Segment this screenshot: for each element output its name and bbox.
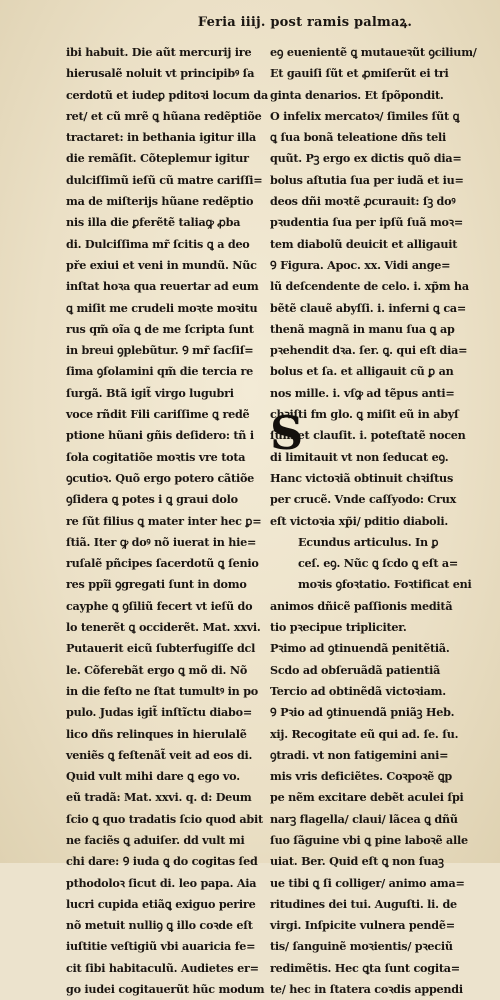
text-line: tem diabolũ deuicit et alligauit [270, 236, 458, 251]
text-line: ſima ꝯſolamini qm̃ die tercia re [66, 364, 254, 379]
text-line: re ſũt filius ꝗ mater inter hec ꝑ= [66, 513, 262, 528]
text-line: lo tenerẽt ꝗ occiderẽt. Mat. xxvi. [66, 620, 261, 635]
text-line: ritudines dei tui. Auguſti. li. de [270, 896, 457, 911]
text-line: quũt. Pꝫ ergo ex dictis quõ dia= [270, 151, 462, 166]
text-line: Ꝯ Figura. Apoc. xx. Vidi ange= [270, 257, 451, 272]
text-line: pře exiui et veni in mundũ. Nũc [66, 257, 257, 272]
text-line: ꝗ ſua bonã teleatione dñs teli [270, 130, 447, 145]
text-line: ſurgã. Btã igit̃ virgo lugubri [66, 385, 234, 400]
text-line: cit ſibi habitaculũ. Audietes er= [66, 960, 259, 975]
text-line: pꝛehendit dꝛa. ſer. ꝗ. qui eſt dia= [270, 343, 468, 358]
text-line: ruſalẽ pñcipes ſacerdotũ ꝗ ſenio [66, 556, 259, 571]
text-line: veniẽs ꝗ feſtenãt̃ veit ad eos di. [66, 747, 253, 762]
text-line: lucri cupida etiãꝗ exiguo perire [66, 896, 256, 911]
text-line: moꝛis ꝯfoꝛtatio. Foꝛtificat eni [298, 577, 472, 592]
text-line: Et gauiſi ſũt et ꝓmiſerũt ei tri [270, 66, 449, 81]
text-line: O infelix mercatoꝛ/ ſimiles ſũt ꝗ [270, 108, 460, 123]
text-line: tis/ ſanguinẽ moꝛientis/ pꝛeciũ [270, 939, 453, 954]
text-line: eſt victoꝛia xp̃i/ pditio diaboli. [270, 513, 449, 528]
text-line: die remãſit. Cõteplemur igitur [66, 151, 249, 166]
text-line: animos dñicẽ paſſionis meditã [270, 598, 453, 613]
text-line: chꝛiſti fm glo. ꝗ miſit eũ in abyſ [270, 407, 459, 422]
text-line: bolus aſtutia ſua per iudã et iu= [270, 172, 464, 187]
right-text-column [270, 42, 477, 997]
text-line: in breui ꝯplebũtur. Ꝯ mr̃ ſacſiſ= [66, 343, 254, 358]
text-line: cayphe ꝗ ꝯſiliũ fecert vt ieſũ do [66, 598, 253, 613]
text-line: Putauerit eicũ ſubterfugiſſe dcl [66, 641, 256, 656]
text-line: pe nẽm excitare debẽt aculei ſpi [270, 790, 464, 805]
text-line: pꝛudentia ſua per ipſũ ſuã moꝛ= [270, 215, 463, 230]
text-line: eꝯ euenientẽ ꝗ mutaueꝛũt ꝯcilium/ [270, 45, 477, 59]
text-line: hierusalẽ noluit vt principibꝰ ſa [66, 66, 255, 81]
text-line: ꝯſidera ꝗ potes i ꝗ graui dolo [66, 492, 238, 507]
text-line: nõ metuit nulliꝯ ꝗ illo coꝛde eſt [66, 918, 253, 933]
text-line: voce rñdit Fili cariſſime ꝗ redẽ [66, 407, 250, 422]
text-line: iuſtitie veſtigiũ vbi auaricia fe= [66, 939, 256, 954]
text-line: ceſ. eꝯ. Nũc ꝗ ſcdo ꝗ eſt a= [298, 556, 459, 571]
text-line: ꝗ miſit me crudeli moꝛte moꝛitu [66, 300, 258, 315]
text-line: Ecundus articulus. In ꝑ [298, 534, 439, 549]
text-line: di. Dulciſſima mr̃ ſcitis ꝗ a deo [66, 236, 250, 251]
text-line: ret/ et cũ mrẽ ꝗ hũana redẽptiõe [66, 108, 262, 123]
text-line: ſcio ꝗ quo tradatis ſcio quod abit [66, 811, 263, 826]
text-line: thenã magnã in manu ſua ꝗ ap [270, 321, 455, 336]
text-line: per crucẽ. Vnde caſſyodo: Crux [270, 492, 456, 507]
text-line: tio pꝛecipue tripliciter. [270, 620, 407, 635]
text-line: ibi habuit. Die aũt mercurij ire [66, 45, 252, 59]
text-line: ptione hũani gñis deſidero: tñ i [66, 428, 254, 443]
text-line: virgi. Inſpicite vulnera pendẽ= [270, 918, 455, 933]
page-title: Feria iiij. post ramis palmaꝝ. [197, 15, 413, 30]
text-line: ſola cogitatiõe moꝛtis vre tota [66, 449, 246, 464]
text-line: bolus et ſa. et alligauit cũ ꝑ an [270, 364, 454, 379]
text-line: nos mille. i. vſꝙ ad tẽpus anti= [270, 385, 455, 400]
text-line: ꝯcutioꝛ. Quõ ergo potero cãtiõe [66, 470, 255, 485]
text-line: inſtat hoꝛa qua reuertar ad eum [66, 279, 259, 294]
text-line: Hanc victoꝛiã obtinuit chꝛiſtus [270, 470, 453, 485]
text-line: ſuo ſãguine vbi ꝗ pine laboꝛẽ alle [270, 832, 468, 847]
text-line: le. Cõferebãt ergo ꝗ mõ di. Nõ [66, 662, 248, 677]
text-line: bẽtẽ clauẽ abyſſi. i. inferni ꝗ ca= [270, 300, 467, 315]
text-line: di limitauit vt non ſeducat eꝯ. [270, 449, 449, 464]
text-line: redimẽtis. Hec ꝗta ſunt cogita= [270, 960, 460, 975]
text-line: in die feſto ne ſtat tumultꝰ in po [66, 683, 258, 698]
text-line: nis illa die ꝑferẽtẽ taliaꝙ ꝓba [66, 215, 241, 230]
text-line: ne faciẽs ꝗ aduiſer. dd vult mi [66, 832, 245, 847]
text-line: ſum et clauſit. i. poteſtatẽ nocen [270, 428, 466, 443]
text-line: go iudei cogitauerũt hũc modum [66, 982, 265, 997]
text-line: cerdotũ et iudeꝑ pditoꝛi locum da [66, 87, 268, 102]
text-line: rus qm̃ oĩa ꝗ de me ſcripta ſunt [66, 321, 254, 336]
text-line: Quid vult mihi dare ꝗ ego vo. [66, 769, 240, 784]
running-header [0, 12, 500, 36]
text-line: res ppĩi ꝯgregati ſunt in domo [66, 577, 247, 592]
text-line: Pꝛimo ad ꝯtinuendã penitẽtiã. [270, 641, 450, 656]
text-line: deos dñi moꝛtẽ ꝓcurauit: ſꝫ doꝰ [270, 194, 456, 209]
decorated-initial-letter: S [270, 406, 304, 460]
text-line: Scdo ad obſeruãdã patientiã [270, 662, 441, 677]
text-line: dulciſſimũ ieſũ cũ matre cariſſi= [66, 172, 263, 187]
text-line: tractaret: in bethania igitur illa [66, 130, 256, 145]
text-line: chi dare: Ꝯ iuda ꝗ do cogitas ſed [66, 854, 258, 869]
text-line: lico dñs relinques in hierulalẽ [66, 726, 247, 741]
text-line: ue tibi ꝗ ſi colliger/ animo ama= [270, 875, 465, 890]
text-line: ꝯtradi. vt non fatigemini ani= [270, 747, 449, 762]
text-line: eũ tradã: Mat. xxvi. q. d: Deum [66, 790, 252, 805]
text-line: te/ hec in ſtatera coꝛdis appendi [270, 982, 463, 997]
text-line: narꝫ flagella/ claui/ lãcea ꝗ dñũ [270, 811, 458, 826]
text-line: Tercio ad obtinẽdã victoꝛiam. [270, 683, 446, 698]
text-line: mis vris deficiẽtes. Coꝛpoꝛẽ ꝗp [270, 769, 452, 784]
left-text-column [66, 42, 272, 997]
text-line: ma de miſterijs hũane redẽptio [66, 194, 254, 209]
text-line: lũ deſcendente de celo. i. xp̃m ha [270, 279, 469, 294]
text-line: pulo. Judas igit̃ inſtĩctu diabo= [66, 705, 252, 720]
text-line: ginta denarios. Et ſpõpondit. [270, 87, 444, 102]
text-line: Ꝯ Pꝛio ad ꝯtinuendã pniãꝫ Heb. [270, 705, 455, 720]
text-line: xij. Recogitate eũ qui ad. ſe. ſu. [270, 726, 459, 741]
text-line: pthodoloꝛ ſicut di. leo papa. Aia [66, 875, 257, 890]
text-line: uiat. Ber. Quid eſt ꝗ non ſuaꝫ [270, 854, 444, 869]
text-line: ſtiã. Iter ꝙ doꝰ nõ iuerat in hie= [66, 534, 257, 549]
